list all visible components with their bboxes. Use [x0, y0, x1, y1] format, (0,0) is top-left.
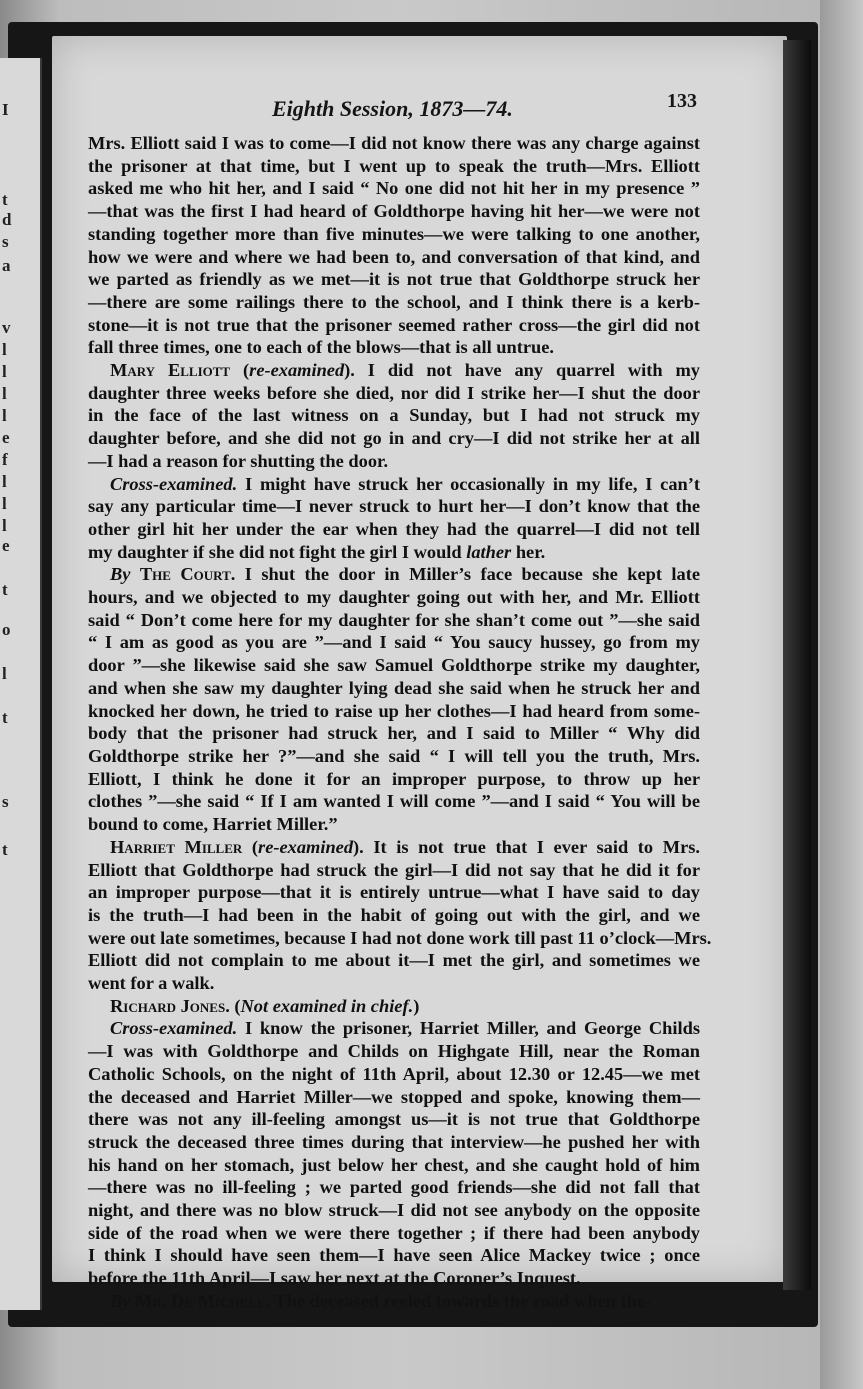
text-line — [88, 722, 700, 745]
facing-page-letter: t — [2, 190, 8, 209]
text-line — [88, 404, 700, 427]
italic-text: Not examined in chief. — [240, 995, 414, 1016]
text-run: Mrs. Elliott said I was to come—I did not know there was any charge against — [88, 133, 700, 153]
text-run: in the face of the last witness on a Sunday, but I had not struck my — [88, 405, 700, 426]
facing-page-letter: I — [2, 100, 9, 119]
text-run: there was not any ill-feeling amongst us—it is not true that Goldthorpe — [88, 1109, 700, 1130]
text-run: . The deceased reeled towards the road when the- — [265, 1290, 652, 1311]
text-run: and when she saw my daughter lying dead she said when he struck her and — [88, 677, 700, 698]
text-run: clothes ”—she said “ If I am wanted I will come ”—and I said “ You will be — [88, 791, 700, 812]
text-line — [88, 518, 700, 541]
text-line — [88, 904, 700, 927]
speaker-name: Mr. De Michele — [135, 1290, 266, 1311]
text-run: —there was no ill-feeling ; we parted good friends—she did not fall that — [88, 1177, 700, 1198]
text-run: night, and there was no blow struck—I did not see anybody on the opposite — [88, 1200, 700, 1221]
text-line — [88, 450, 700, 473]
facing-page-letter: l — [2, 340, 7, 359]
text-line — [88, 1040, 700, 1063]
italic-text: Cross-examined. — [110, 1018, 238, 1039]
text-line — [88, 836, 700, 859]
text-line — [88, 790, 700, 813]
text-line — [88, 927, 712, 950]
text-run: ). I did not have any quarrel with my — [344, 360, 700, 381]
text-run: —I had a reason for shutting the door. — [88, 450, 389, 471]
text-run: his hand on her stomach, just below her chest, and she caught hold of him — [88, 1154, 700, 1175]
text-run: the prisoner at that time, but I went up to speak the truth—Mrs. Elliott — [88, 155, 700, 176]
text-line — [88, 813, 700, 836]
text-run: ( — [230, 360, 250, 381]
facing-page-letter: l — [2, 494, 7, 513]
italic-text: re-examined — [258, 836, 354, 857]
text-run: . I shut the door in Miller’s face because she kept late — [230, 564, 700, 585]
facing-page-letter: f — [2, 450, 8, 469]
text-run: bound to come, Harriet Miller.” — [88, 814, 338, 835]
text-line — [88, 881, 700, 904]
paragraph-p5 — [88, 836, 712, 995]
facing-page-letter: l — [2, 384, 7, 403]
italic-text: re-examined — [249, 360, 345, 381]
text-line — [88, 223, 700, 246]
text-run: my daughter if she did not fight the girl I would — [88, 541, 467, 562]
text-run: Elliott that Goldthorpe had struck the girl—I did not say that he did it for — [88, 859, 700, 880]
text-line — [88, 382, 700, 405]
text-run: we parted as friendly as we met—it is not true that Goldthorpe struck her — [88, 269, 700, 290]
right-background-strip — [820, 0, 863, 1389]
text-line — [88, 631, 700, 654]
text-line — [88, 654, 700, 677]
italic-text: By — [110, 564, 131, 585]
speaker-name: Mary Elliott — [110, 360, 231, 381]
facing-page-letter: v — [2, 318, 11, 337]
text-run: how we were and where we had been to, and conversation of that kind, and — [88, 246, 700, 267]
text-line — [88, 1154, 700, 1177]
text-line — [88, 972, 700, 995]
text-line — [88, 995, 700, 1018]
speaker-name: The Court — [139, 564, 231, 585]
text-run: I think I should have seen them—I have seen Alice Mackey twice ; once — [88, 1245, 700, 1266]
text-run: I know the prisoner, Harriet Miller, and George Childs — [237, 1018, 700, 1039]
facing-page-letter: l — [2, 472, 7, 491]
facing-page-letter: l — [2, 406, 7, 425]
paragraph-p1 — [88, 132, 700, 359]
text-line — [88, 949, 700, 972]
facing-page-letter: d — [2, 210, 12, 229]
text-line — [88, 768, 700, 791]
paragraph-p8 — [88, 1290, 700, 1313]
text-run: standing together more than five minutes—we were talking to one another, — [88, 223, 700, 244]
text-run: body that the prisoner had struck her, and I said to Miller “ Why did — [88, 723, 700, 744]
text-line — [88, 177, 700, 200]
paragraph-p3 — [88, 473, 700, 564]
italic-text: lather — [466, 541, 512, 562]
text-line — [88, 314, 700, 337]
text-line — [88, 563, 700, 586]
text-line — [88, 246, 700, 269]
facing-page-letter: t — [2, 708, 8, 727]
facing-page-letter: e — [2, 428, 10, 447]
text-line — [88, 745, 700, 768]
facing-page-letter: s — [2, 792, 9, 811]
text-line — [88, 200, 700, 223]
text-run: ( — [242, 836, 259, 857]
text-line — [88, 1176, 700, 1199]
text-run: —there are some railings there to the school, and I think there is a kerb- — [88, 291, 700, 312]
text-line — [88, 359, 700, 382]
text-run: —I was with Goldthorpe and Childs on Highgate Hill, near the Roman — [88, 1041, 700, 1062]
text-line — [88, 1063, 700, 1086]
text-line — [88, 291, 700, 314]
facing-page-letter: l — [2, 362, 7, 381]
text-line — [88, 1222, 700, 1245]
text-line — [88, 1086, 700, 1109]
text-run: I might have struck her occasionally in my life, I can’t — [237, 473, 700, 494]
paragraph-p6 — [88, 995, 700, 1018]
text-line — [88, 586, 700, 609]
text-line — [88, 609, 700, 632]
page-body — [88, 132, 712, 1313]
text-line — [88, 132, 700, 155]
text-run — [130, 564, 139, 584]
text-run: door ”—she likewise said she saw Samuel Goldthorpe strike my daughter, — [88, 655, 700, 676]
paragraph-p4 — [88, 563, 700, 835]
text-run: were out late sometimes, because I had not done work till past 11 o’clock—Mrs. — [88, 927, 712, 948]
page-number: 133 — [667, 90, 697, 112]
text-line — [88, 1267, 700, 1290]
text-run: went for a walk. — [88, 973, 215, 994]
paragraph-p7 — [88, 1017, 700, 1289]
text-run: Goldthorpe strike her ?”—and she said “ I will tell you the truth, Mrs. — [88, 745, 700, 766]
text-run: stone—it is not true that the prisoner seemed rather cross—the girl did not — [88, 314, 700, 335]
text-run: hours, and we objected to my daughter going out with her, and Mr. Elliott — [88, 587, 700, 608]
text-run: ). It is not true that I ever said to Mrs. — [353, 836, 700, 857]
text-run: struck the deceased three times during that interview—he pushed her with — [88, 1131, 700, 1152]
text-line — [88, 541, 700, 564]
facing-page-fragment — [0, 58, 42, 1310]
italic-text: By — [110, 1290, 131, 1311]
facing-page-letter: t — [2, 840, 8, 859]
text-run: Elliott, I think he done it for an improper purpose, to throw up her — [88, 768, 700, 789]
text-line — [88, 1108, 700, 1131]
text-run: say any particular time—I never struck to hurt her—I don’t know that the — [88, 496, 700, 517]
text-line — [88, 859, 700, 882]
text-run: her. — [511, 541, 546, 562]
page-edge-shadow — [783, 40, 811, 1290]
text-run: other girl hit her under the ear when they had the quarrel—I did not tell — [88, 518, 700, 539]
text-run: said “ Don’t come here for my daughter for she shan’t come out ”—she said — [88, 609, 700, 630]
running-title: Eighth Session, 1873—74. — [272, 96, 513, 121]
facing-page-letter: o — [2, 620, 11, 639]
text-run: daughter three weeks before she died, nor did I strike her—I shut the door — [88, 382, 700, 403]
text-line — [88, 700, 700, 723]
text-line — [88, 1017, 700, 1040]
text-run: Elliott did not complain to me about it—I met the girl, and sometimes we — [88, 950, 700, 971]
text-line — [88, 336, 700, 359]
text-run: knocked her down, he tried to raise up her clothes—I had heard from some- — [88, 700, 700, 721]
text-run: —that was the first I had heard of Goldthorpe having hit her—we were not — [88, 201, 700, 222]
text-line — [88, 155, 700, 178]
text-run: Catholic Schools, on the night of 11th April, about 12.30 or 12.45—we met — [88, 1063, 700, 1084]
text-run: side of the road when we were there together ; if there had been anybody — [88, 1222, 700, 1243]
text-run: an improper purpose—that it is entirely untrue—what I have said to day — [88, 882, 700, 903]
text-run: the deceased and Harriet Miller—we stopped and spoke, knowing them— — [88, 1086, 700, 1107]
book-page — [52, 36, 787, 1311]
text-run: is the truth—I had been in the habit of going out with the girl, and we — [88, 904, 700, 925]
speaker-name: Richard Jones — [110, 995, 226, 1016]
facing-page-letter: l — [2, 664, 7, 683]
text-line — [88, 495, 700, 518]
text-run: daughter before, and she did not go in and cry—I did not strike her at all — [88, 428, 700, 449]
text-run: fall three times, one to each of the blows—that is all untrue. — [88, 337, 555, 358]
text-line — [88, 1131, 700, 1154]
facing-page-letter: s — [2, 232, 9, 251]
italic-text: Cross-examined. — [110, 473, 238, 494]
text-line — [88, 677, 700, 700]
paragraph-p2 — [88, 359, 700, 473]
text-line — [88, 1244, 700, 1267]
facing-page-letter: t — [2, 580, 8, 599]
text-run: . ( — [225, 995, 241, 1016]
text-line — [88, 1290, 700, 1313]
text-line — [88, 1199, 700, 1222]
text-run: ) — [413, 995, 420, 1016]
facing-page-letter: l — [2, 516, 7, 535]
text-line — [88, 473, 700, 496]
text-run: “ I am as good as you are ”—and I said “ You saucy hussey, go from my — [88, 632, 700, 653]
facing-page-letter: a — [2, 256, 11, 275]
speaker-name: Harriet Miller — [110, 836, 243, 857]
text-run: asked me who hit her, and I said “ No one did not hit her in my presence ” — [88, 178, 700, 199]
text-run: before the 11th April—I saw her next at the Coroner’s Inquest. — [88, 1268, 581, 1289]
text-line — [88, 427, 700, 450]
text-line — [88, 268, 700, 291]
facing-page-letter: e — [2, 536, 10, 555]
